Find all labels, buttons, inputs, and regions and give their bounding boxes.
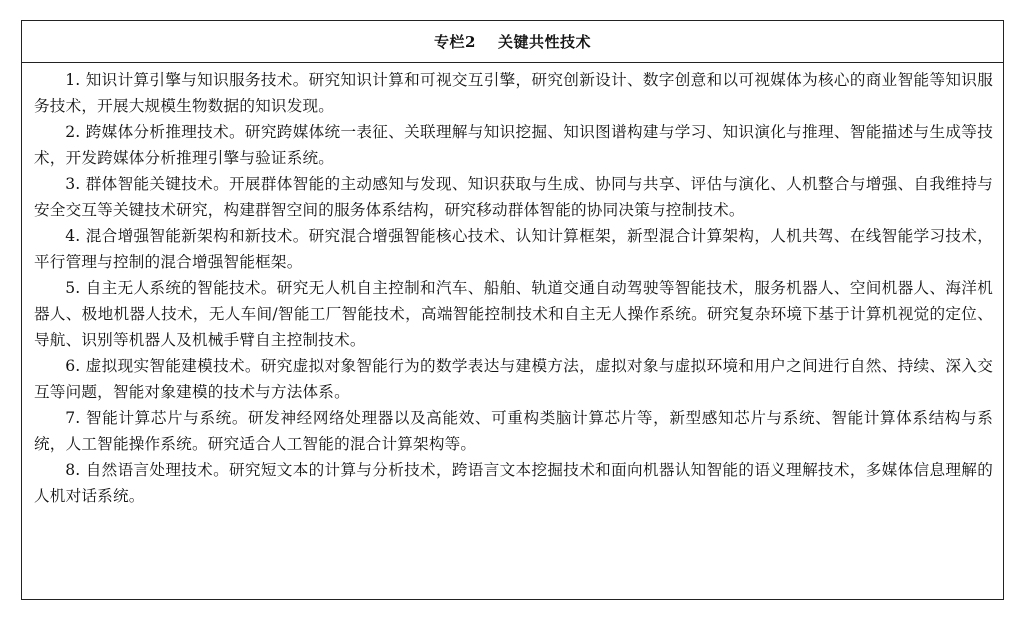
column-title: 关键共性技术 (497, 33, 591, 51)
column-header (22, 21, 1003, 63)
item-paragraph-2: 2. 跨媒体分析推理技术。研究跨媒体统一表征、关联理解与知识挖掘、知识图谱构建与学习、知识演化与推理、智能描述与生成等技术，开发跨媒体分析推理引擎与验证系统。 (34, 123, 993, 167)
item-paragraph-5: 5. 自主无人系统的智能技术。研究无人机自主控制和汽车、船舶、轨道交通自动驾驶等智能技术，服务机器人、空间机器人、海洋机器人、极地机器人技术，无人车间/智能工厂智能技术，高端智能控制技术和自主无人操作系统。研究复杂环境下基于计算机视觉的定位、导航、识别等机器人及机械手臂自主控制技术。 (34, 279, 993, 349)
item-paragraph-3: 3. 群体智能关键技术。开展群体智能的主动感知与发现、知识获取与生成、协同与共享、评估与演化、人机整合与增强、自我维持与安全交互等关键技术研究，构建群智空间的服务体系结构，研究移动群体智能的协同决策与控制技术。 (34, 175, 993, 219)
column-label-text: 专栏 (434, 33, 466, 51)
item-paragraph-4: 4. 混合增强智能新架构和新技术。研究混合增强智能核心技术、认知计算框架，新型混合计算架构，人机共驾、在线智能学习技术，平行管理与控制的混合增强智能框架。 (34, 227, 993, 271)
column-number: 2 (465, 33, 476, 51)
column-label (434, 31, 476, 52)
item-paragraph-1: 1. 知识计算引擎与知识服务技术。研究知识计算和可视交互引擎，研究创新设计、数字创意和以可视媒体为核心的商业智能等知识服务技术，开展大规模生物数据的知识发现。 (34, 71, 993, 115)
item-paragraph-7: 7. 智能计算芯片与系统。研发神经网络处理器以及高能效、可重构类脑计算芯片等，新型感知芯片与系统、智能计算体系结构与系统，人工智能操作系统。研究适合人工智能的混合计算架构等。 (34, 409, 993, 453)
column-body (22, 63, 1003, 509)
item-paragraph-6: 6. 虚拟现实智能建模技术。研究虚拟对象智能行为的数学表达与建模方法，虚拟对象与虚拟环境和用户之间进行自然、持续、深入交互等问题，智能对象建模的技术与方法体系。 (34, 357, 993, 401)
item-paragraph-8: 8. 自然语言处理技术。研究短文本的计算与分析技术，跨语言文本挖掘技术和面向机器认知智能的语义理解技术，多媒体信息理解的人机对话系统。 (34, 461, 993, 505)
column-box (21, 20, 1004, 600)
